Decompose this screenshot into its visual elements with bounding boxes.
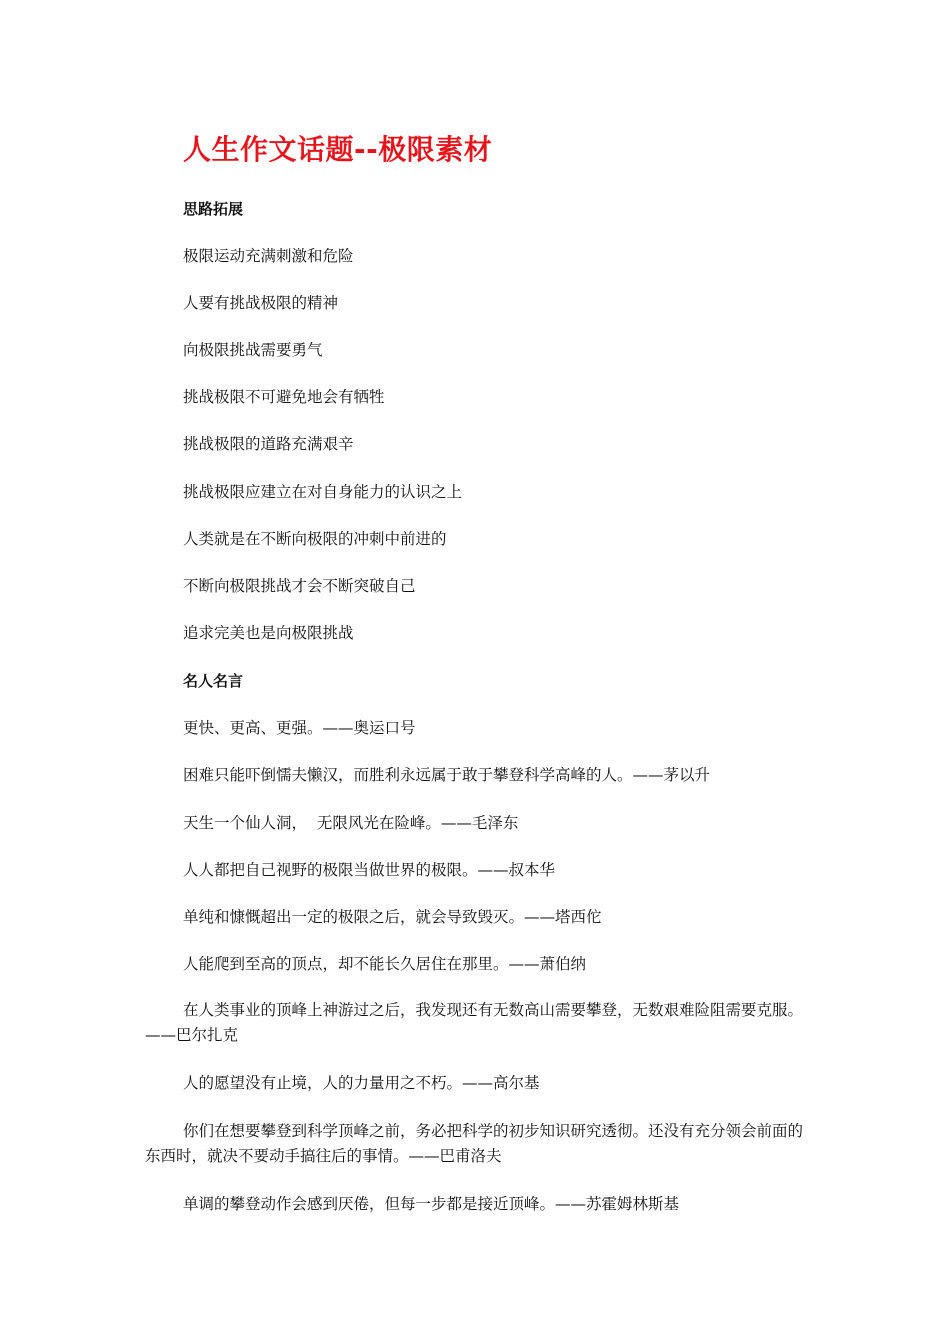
idea-item: 人类就是在不断向极限的冲刺中前进的: [183, 530, 447, 548]
idea-item: 不断向极限挑战才会不断突破自己: [183, 577, 416, 595]
quote-item: 困难只能吓倒懦夫懒汉，而胜利永远属于敢于攀登科学高峰的人。——茅以升: [183, 766, 711, 784]
quote-item: 天生一个仙人洞， 无限风光在险峰。——毛泽东: [183, 814, 519, 832]
document-title: 人生作文话题--极限素材: [183, 133, 493, 166]
quote-item: 人人都把自己视野的极限当做世界的极限。——叔本华: [183, 861, 556, 879]
idea-item: 追求完美也是向极限挑战: [183, 624, 354, 642]
quote-item: 人的愿望没有止境，人的力量用之不朽。——高尔基: [183, 1074, 540, 1092]
quote-item: 单纯和慷慨超出一定的极限之后，就会导致毁灭。——塔西佗: [183, 908, 602, 926]
quote-item: 单调的攀登动作会感到厌倦，但每一步都是接近顶峰。——苏霍姆林斯基: [183, 1195, 680, 1213]
idea-item: 人要有挑战极限的精神: [183, 294, 339, 312]
idea-item: 挑战极限的道路充满艰辛: [183, 435, 354, 453]
idea-item: 挑战极限不可避免地会有牺牲: [183, 388, 385, 406]
idea-item: 挑战极限应建立在对自身能力的认识之上: [183, 483, 463, 501]
section-heading-quotes: 名人名言: [183, 672, 244, 690]
quote-item: 人能爬到至高的顶点，却不能长久居住在那里。——萧伯纳: [183, 955, 587, 973]
quote-item: 你们在想要攀登到科学顶峰之前，务必把科学的初步知识研究透彻。还没有充分领会前面的东西时，就决不要动手搞往后的事情。——巴甫洛夫: [145, 1122, 804, 1165]
section-heading-ideas: 思路拓展: [183, 200, 244, 218]
quote-item: 在人类事业的顶峰上神游过之后，我发现还有无数高山需要攀登，无数艰难险阻需要克服。——巴尔扎克: [145, 1001, 804, 1044]
idea-item: 向极限挑战需要勇气: [183, 341, 323, 359]
idea-item: 极限运动充满刺激和危险: [183, 247, 354, 265]
quote-item: 更快、更高、更强。——奥运口号: [183, 719, 416, 737]
